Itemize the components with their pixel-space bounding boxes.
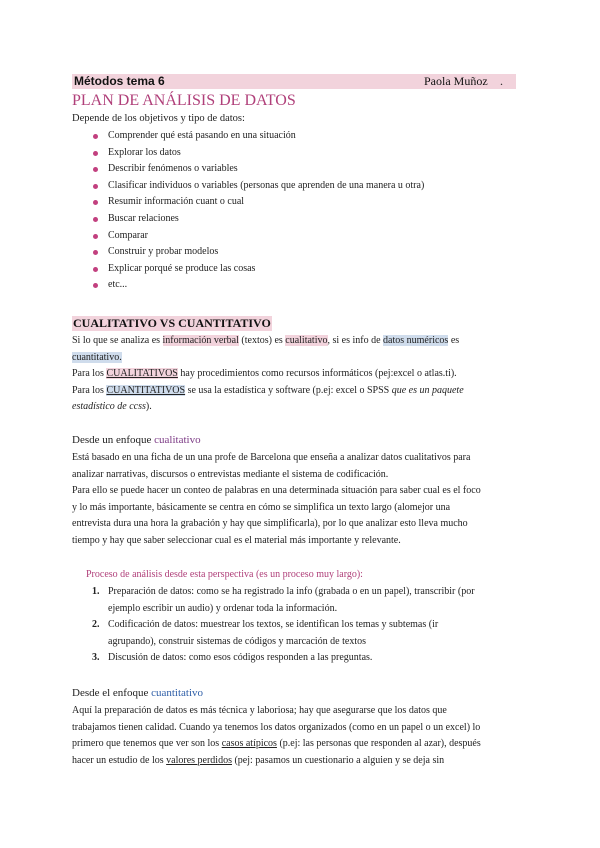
highlight-cualitativos: CUALITATIVOS: [106, 368, 178, 379]
highlight-cuantitativos: CUANTITATIVOS: [106, 384, 186, 396]
highlight-cualitativo: cualitativo: [285, 335, 328, 346]
list-item: Explorar los datos: [92, 145, 424, 162]
cuantitativo-paragraph: Aquí la preparación de datos es más técnica y laboriosa; hay que asegurarse que los datos que trabajamos tienen calidad. Cuando ya tenemos los datos organizados (como en un papel o un excel) lo primero que tenemos que ver son los casos atípicos (p.ej: las personas que responden al azar), después hacer un estudio de los valores perdidos (pej: pasamos un cuestionario a alguien y se deja sin: [72, 705, 481, 766]
list-item: Clasificar individuos o variables (personas que aprenden de una manera u otra): [92, 178, 424, 195]
list-item: 1. Preparación de datos: como se ha registrado la info (grabada o en un papel), transcribir (por ejemplo escribir un audio) y ordenar toda la información.: [92, 586, 475, 614]
list-item: Comparar: [92, 228, 424, 245]
list-item: Explicar porqué se produce las cosas: [92, 261, 424, 278]
cuantitativo-heading: Desde el enfoque cuantitativo: [72, 687, 204, 699]
list-item: 2. Codificación de datos: muestrear los textos, se identifican los temas y subtemas (ir agrupando), construir sistemas de códigos y marcación de textos: [92, 619, 439, 647]
list-item: Describir fenómenos o variables: [92, 161, 424, 178]
header-dot: .: [500, 74, 503, 88]
plan-title: PLAN DE ANÁLISIS DE DATOS: [72, 92, 296, 109]
underlined-casos-atipicos: casos atípicos: [221, 738, 277, 749]
highlight-informacion-verbal: información verbal: [162, 335, 239, 346]
list-item: etc...: [92, 277, 424, 294]
objectives-list: [92, 128, 424, 294]
process-heading: Proceso de análisis desde esta perspectiva (es un proceso muy largo):: [86, 569, 363, 580]
document-title: Métodos tema 6: [74, 74, 165, 88]
section-heading-cual-vs-cuant: CUALITATIVO VS CUANTITATIVO: [73, 316, 271, 330]
list-item: 3. Discusión de datos: como esos códigos responden a las preguntas.: [92, 652, 373, 663]
process-steps: [92, 584, 522, 667]
intro-text: Depende de los objetivos y tipo de datos:: [72, 113, 245, 124]
highlight-cuantitativo: cuantitativo.: [72, 351, 122, 363]
underlined-valores-perdidos: valores perdidos: [166, 754, 232, 766]
cualitativo-paragraph: Está basado en una ficha de un una profe de Barcelona que enseña a analizar datos cualitativos para analizar narrativas, discursos o entrevistas mediante el sistema de codificación. Para ello se puede hacer un conteo de palabras en una determinada situación para saber cual es el foco y lo más importante, básicamente se centra en cómo se simplifica un texto largo (alomejor una entrevista dura una hora la grabación y hay que simplificarla), por lo que analizar esto lleva mucho tiempo y hay que saber seleccionar cual es el material más importante y relevante.: [72, 452, 481, 546]
list-item: Construir y probar modelos: [92, 244, 424, 261]
highlight-datos-numericos: datos numéricos: [383, 335, 449, 346]
author-name: Paola Muñoz: [424, 74, 488, 88]
list-item: Resumir información cuant o cual: [92, 194, 424, 211]
list-item: Comprender qué está pasando en una situación: [92, 128, 424, 145]
cualitativo-heading: Desde un enfoque cualitativo: [72, 434, 201, 446]
section1-paragraph: Si lo que se analiza es información verbal (textos) es cualitativo, si es info de datos numéricos es cuantitativo. Para los CUALITATIVOS hay procedimientos como recursos informáticos (pej:excel o atlas.ti). Para los CUANTITATIVOS se usa la estadística y software (p.ej: excel o SPSS que es un paquete estadístico de ccss).: [72, 335, 464, 412]
list-item: Buscar relaciones: [92, 211, 424, 228]
